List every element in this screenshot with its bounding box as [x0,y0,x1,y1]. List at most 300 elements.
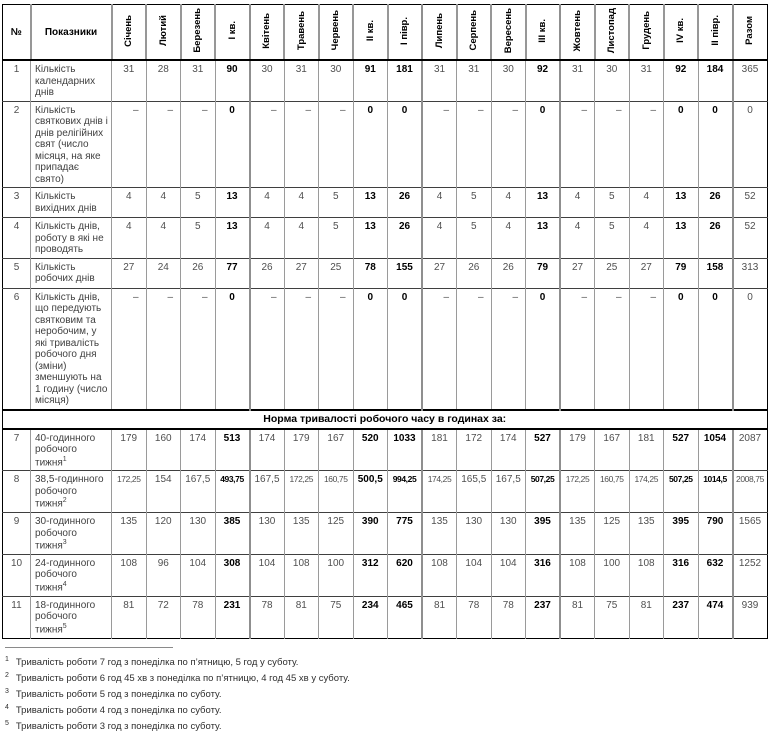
value-cell: 231 [215,596,250,638]
row-number: 11 [3,596,31,638]
column-header [215,5,250,61]
value-cell: – [250,101,285,188]
value-cell: 167,5 [250,471,285,513]
value-cell: 92 [526,60,561,101]
value-cell: 130 [250,513,285,555]
value-cell: 160 [146,429,181,471]
table-row [3,513,768,555]
value-cell: 179 [284,429,319,471]
value-cell: – [629,288,664,410]
value-cell: – [319,288,354,410]
value-cell: 513 [215,429,250,471]
table-row [3,188,768,218]
value-cell: 31 [457,60,492,101]
value-cell: 4 [629,218,664,259]
value-cell: 179 [560,429,595,471]
value-cell: – [112,288,147,410]
value-cell: 125 [595,513,630,555]
column-header-label: Квітень [261,12,272,49]
value-cell: 28 [146,60,181,101]
value-cell: 4 [422,188,457,218]
column-header-label: Вересень [502,7,514,54]
value-cell: 313 [733,258,768,288]
value-cell: 154 [146,471,181,513]
value-cell: 527 [664,429,699,471]
indicator-label-text: Кількість вихідних днів [35,191,97,214]
value-cell: 52 [733,188,768,218]
header-row [3,5,768,61]
value-cell: 237 [526,596,561,638]
column-header-label: Липень [433,12,445,49]
value-cell: 135 [112,513,147,555]
value-cell: 165,5 [457,471,492,513]
value-cell: 493,75 [215,471,250,513]
column-header [526,5,561,61]
value-cell: 174,25 [422,471,457,513]
indicator-label [31,218,112,259]
value-cell: 79 [664,258,699,288]
footnote [5,717,767,733]
value-cell: 0 [526,101,561,188]
value-cell: 5 [595,218,630,259]
row-number: 1 [3,60,31,101]
value-cell: 0 [353,101,388,188]
value-cell: 77 [215,258,250,288]
column-header [457,5,492,61]
value-cell: 100 [595,554,630,596]
column-header [319,5,354,61]
value-cell: 27 [560,258,595,288]
value-cell: 104 [250,554,285,596]
value-cell: 0 [526,288,561,410]
value-cell: 181 [629,429,664,471]
footnote-text: Тривалість роботи 5 год з понеділка по суботу. [15,689,222,701]
column-header-label: Січень [123,14,134,47]
column-header [698,5,733,61]
value-cell: 1252 [733,554,768,596]
indicator-label-text: Кількість робочих днів [35,261,95,284]
value-cell: 81 [560,596,595,638]
value-cell: 130 [457,513,492,555]
column-header-label: IV кв. [675,18,686,43]
column-header-label: ІІ кв. [364,19,376,42]
column-header-label: Листопад [606,7,617,54]
footnote-text: Тривалість роботи 6 год 45 хв з понеділка по п’ятницю, 4 год 45 хв у суботу. [15,672,350,684]
value-cell: 26 [698,188,733,218]
value-cell: 78 [181,596,216,638]
value-cell: 30 [595,60,630,101]
value-cell: 620 [388,554,423,596]
value-cell: 81 [629,596,664,638]
value-cell: 5 [595,188,630,218]
work-time-norms-table [2,4,768,639]
value-cell: 237 [664,596,699,638]
value-cell: 520 [353,429,388,471]
value-cell: 26 [698,218,733,259]
indicator-label-text: 24-годинного робочого тижня [35,557,96,594]
value-cell: 108 [112,554,147,596]
column-header [250,5,285,61]
value-cell: 13 [664,218,699,259]
value-cell: 5 [181,218,216,259]
value-cell: 90 [215,60,250,101]
column-header-label: ІІІ кв. [537,18,548,43]
value-cell: 234 [353,596,388,638]
value-cell: 181 [422,429,457,471]
value-cell: 172 [457,429,492,471]
value-cell: 0 [664,288,699,410]
row-number: 8 [3,471,31,513]
footnotes [2,647,767,733]
value-cell: 4 [491,188,526,218]
table-row [3,60,768,101]
value-cell: 13 [215,218,250,259]
value-cell: – [491,288,526,410]
footnote-rule [5,647,173,648]
footnote-number: 3 [5,687,9,695]
value-cell: 31 [422,60,457,101]
value-cell: 316 [664,554,699,596]
value-cell: 30 [319,60,354,101]
value-cell: 994,25 [388,471,423,513]
value-cell: 174 [491,429,526,471]
indicator-label-text: 18-годинного робочого тижня [35,599,96,636]
row-number: 4 [3,218,31,259]
table-row [3,596,768,638]
value-cell: 25 [595,258,630,288]
value-cell: 108 [560,554,595,596]
footnote-number: 4 [5,704,9,712]
table-row [3,101,768,188]
column-header [664,5,699,61]
table-row [3,218,768,259]
value-cell: 104 [181,554,216,596]
value-cell: – [422,101,457,188]
footnote [5,701,767,717]
column-header [491,5,526,61]
value-cell: 104 [491,554,526,596]
value-cell: 0 [698,288,733,410]
value-cell: – [422,288,457,410]
value-cell: 120 [146,513,181,555]
indicator-label-text: Кількість святкових днів і днів релігійних свят (число місяця, на яке припадає свято) [35,104,108,185]
column-header [629,5,664,61]
footnote-marker: 1 [62,455,67,463]
column-header-label: Грудень [640,11,652,50]
value-cell: 26 [388,218,423,259]
value-cell: 13 [664,188,699,218]
indicator-label-text: Кількість календарних днів [35,64,96,98]
value-cell: 4 [284,188,319,218]
value-cell: 790 [698,513,733,555]
value-cell: 31 [560,60,595,101]
value-cell: 26 [181,258,216,288]
value-cell: 1054 [698,429,733,471]
value-cell: 4 [284,218,319,259]
value-cell: 4 [146,218,181,259]
indicator-label [31,258,112,288]
value-cell: 104 [457,554,492,596]
indicator-label [31,60,112,101]
column-header [112,5,147,61]
column-header-label: Жовтень [571,9,583,52]
value-cell: 31 [112,60,147,101]
value-cell: 167,5 [491,471,526,513]
value-cell: 0 [698,101,733,188]
indicator-label-text: 38,5-годинного робочого тижня [35,474,104,510]
value-cell: 4 [112,218,147,259]
value-cell: 174 [181,429,216,471]
value-cell: 31 [629,60,664,101]
value-cell: 0 [388,288,423,410]
column-header-label: І кв. [226,21,238,40]
footnote-text: Тривалість роботи 7 год з понеділка по п’ятницю, 5 год у суботу. [15,656,299,668]
row-number: 2 [3,101,31,188]
value-cell: 0 [353,288,388,410]
footnote-marker: 3 [62,539,67,547]
column-header [284,5,319,61]
value-cell: – [457,101,492,188]
value-cell: 184 [698,60,733,101]
value-cell: 167 [319,429,354,471]
table-row [3,258,768,288]
value-cell: 939 [733,596,768,638]
value-cell: – [284,101,319,188]
value-cell: 13 [215,188,250,218]
value-cell: 500,5 [353,471,388,513]
value-cell: 79 [526,258,561,288]
value-cell: 26 [457,258,492,288]
value-cell: 0 [733,101,768,188]
footnote [5,685,767,701]
value-cell: – [146,101,181,188]
value-cell: 78 [353,258,388,288]
value-cell: 25 [319,258,354,288]
value-cell: 135 [560,513,595,555]
value-cell: 13 [353,188,388,218]
value-cell: 0 [215,288,250,410]
value-cell: 1033 [388,429,423,471]
value-cell: 108 [422,554,457,596]
value-cell: 179 [112,429,147,471]
value-cell: 2008,75 [733,471,768,513]
value-cell: – [112,101,147,188]
table-row [3,288,768,410]
value-cell: 26 [491,258,526,288]
value-cell: 5 [457,188,492,218]
column-header-number: № [3,5,31,61]
value-cell: 474 [698,596,733,638]
value-cell: 527 [526,429,561,471]
value-cell: 507,25 [664,471,699,513]
value-cell: 181 [388,60,423,101]
footnote-marker: 2 [62,497,67,505]
value-cell: 308 [215,554,250,596]
value-cell: 27 [629,258,664,288]
value-cell: 27 [112,258,147,288]
value-cell: 174 [250,429,285,471]
value-cell: 4 [422,218,457,259]
value-cell: 160,75 [595,471,630,513]
value-cell: 167 [595,429,630,471]
value-cell: – [457,288,492,410]
value-cell: 75 [319,596,354,638]
value-cell: 174,25 [629,471,664,513]
footnote-marker: 4 [62,580,67,588]
value-cell: 81 [284,596,319,638]
value-cell: 4 [146,188,181,218]
value-cell: 30 [250,60,285,101]
table-row [3,429,768,471]
value-cell: 365 [733,60,768,101]
value-cell: 390 [353,513,388,555]
value-cell: 507,25 [526,471,561,513]
value-cell: 130 [491,513,526,555]
value-cell: – [560,101,595,188]
value-cell: 13 [353,218,388,259]
indicator-label [31,471,112,513]
column-header-label: Червень [330,10,341,51]
value-cell: 31 [284,60,319,101]
indicator-label-text: Кількість днів, що передують святковим та неробочим, у які тривалість робочого дня (зміни) зменшують на 1 годину (число місяця) [35,291,108,406]
row-number: 3 [3,188,31,218]
value-cell: 24 [146,258,181,288]
value-cell: 26 [388,188,423,218]
column-header [595,5,630,61]
value-cell: 172,25 [560,471,595,513]
column-header-label: Серпень [468,10,479,51]
value-cell: – [595,101,630,188]
row-number: 10 [3,554,31,596]
value-cell: 135 [422,513,457,555]
value-cell: 312 [353,554,388,596]
value-cell: – [181,288,216,410]
row-number: 6 [3,288,31,410]
value-cell: 91 [353,60,388,101]
value-cell: 0 [388,101,423,188]
value-cell: 2087 [733,429,768,471]
indicator-label-text: 40-годинного робочого тижня [35,432,96,468]
value-cell: 135 [284,513,319,555]
value-cell: 135 [629,513,664,555]
value-cell: 26 [250,258,285,288]
table-row [3,471,768,513]
value-cell: – [284,288,319,410]
column-header-label: ІІ півр. [709,15,721,46]
value-cell: – [491,101,526,188]
value-cell: 167,5 [181,471,216,513]
value-cell: 4 [250,218,285,259]
value-cell: 5 [319,218,354,259]
value-cell: 0 [733,288,768,410]
column-header [353,5,388,61]
value-cell: 78 [457,596,492,638]
value-cell: 13 [526,188,561,218]
value-cell: 5 [319,188,354,218]
column-header-label: Разом [744,16,756,45]
value-cell: – [250,288,285,410]
column-header [733,5,768,61]
value-cell: 465 [388,596,423,638]
value-cell: 775 [388,513,423,555]
value-cell: 100 [319,554,354,596]
value-cell: 27 [422,258,457,288]
value-cell: 92 [664,60,699,101]
section-header-row [3,410,768,429]
value-cell: 395 [526,513,561,555]
column-header-label: Березень [192,8,203,53]
value-cell: 125 [319,513,354,555]
value-cell: 4 [250,188,285,218]
column-header [422,5,457,61]
indicator-label [31,596,112,638]
value-cell: 130 [181,513,216,555]
value-cell: 160,75 [319,471,354,513]
footnote [5,653,767,669]
value-cell: 4 [491,218,526,259]
column-header-label: І півр. [399,16,410,45]
value-cell: 4 [629,188,664,218]
value-cell: 78 [250,596,285,638]
value-cell: – [181,101,216,188]
footnote-marker: 5 [62,622,67,630]
indicator-label [31,101,112,188]
footnote [5,669,767,685]
footnote-text: Тривалість роботи 3 год з понеділка по суботу. [15,721,222,733]
value-cell: 81 [112,596,147,638]
row-number: 7 [3,429,31,471]
value-cell: 316 [526,554,561,596]
indicator-label [31,288,112,410]
value-cell: 395 [664,513,699,555]
row-number: 9 [3,513,31,555]
value-cell: 0 [664,101,699,188]
value-cell: 78 [491,596,526,638]
column-header-label: Лютий [157,15,169,46]
value-cell: 632 [698,554,733,596]
value-cell: 155 [388,258,423,288]
value-cell: 72 [146,596,181,638]
value-cell: 172,25 [284,471,319,513]
footnote-text: Тривалість роботи 4 год з понеділка по суботу. [15,705,222,717]
column-header [388,5,423,61]
indicator-label [31,429,112,471]
value-cell: 108 [284,554,319,596]
row-number: 5 [3,258,31,288]
value-cell: – [629,101,664,188]
value-cell: 52 [733,218,768,259]
value-cell: – [319,101,354,188]
column-header [181,5,216,61]
indicator-label [31,188,112,218]
value-cell: 0 [215,101,250,188]
column-header-indicators: Показники [31,5,112,61]
value-cell: 27 [284,258,319,288]
value-cell: 108 [629,554,664,596]
footnote-number: 5 [5,720,9,728]
value-cell: – [560,288,595,410]
value-cell: 30 [491,60,526,101]
value-cell: 75 [595,596,630,638]
value-cell: 385 [215,513,250,555]
value-cell: 4 [112,188,147,218]
indicator-label-text: Кількість днів, роботу в які не проводять [35,221,104,255]
footnote-number: 2 [5,671,9,679]
value-cell: 1565 [733,513,768,555]
value-cell: 81 [422,596,457,638]
section-header: Норма тривалості робочого часу в годинах за: [3,410,768,429]
value-cell: – [146,288,181,410]
